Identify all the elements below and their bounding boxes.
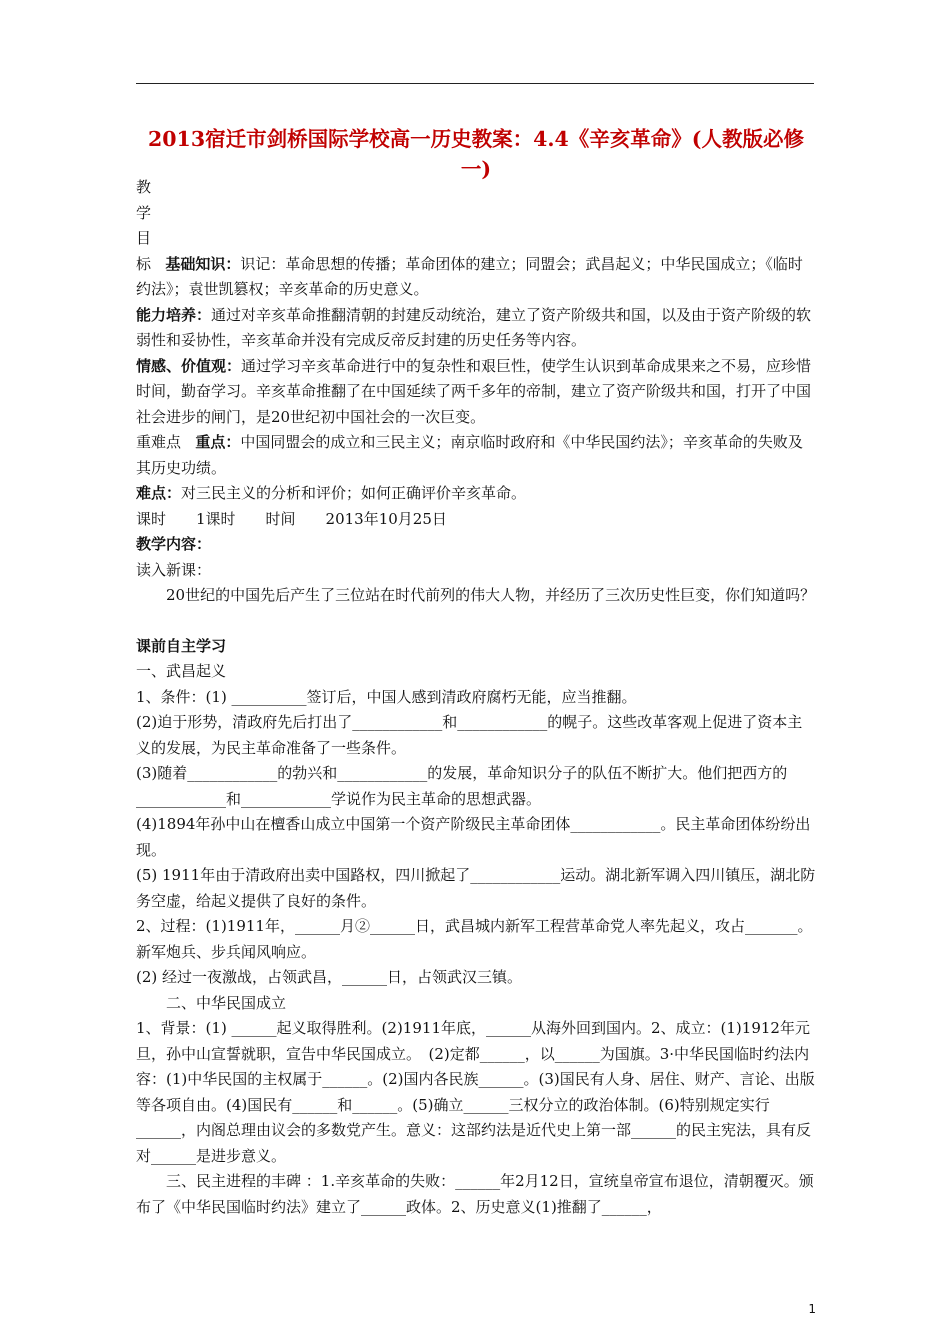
key-text: 中国同盟会的成立和三民主义；南京临时政府和《中华民国约法》；辛亥革命的失败及其历史功绩。 xyxy=(136,433,803,477)
sec1-line: (2) 经过一夜激战，占领武昌，______日，占领武汉三镇。 xyxy=(136,968,523,986)
sec1-line: (2)迫于形势，清政府先后打出了____________和____________的幌子。这些改革客观上促进了资本主义的发展，为民主革命准备了一些条件。 xyxy=(136,713,803,757)
content-label: 教学内容： xyxy=(136,535,212,553)
schedule-line: 课时 1课时 时间 2013年10月25日 xyxy=(136,509,447,528)
basic-label: 基础知识： xyxy=(165,254,241,273)
goal-ability xyxy=(136,303,816,354)
difficult-points xyxy=(136,481,816,507)
basic-text: 识记：革命思想的传播；革命团体的建立；同盟会；武昌起义；中华民国成立；《临时约法》；袁世凯篡权；辛亥革命的历史意义。 xyxy=(136,254,803,298)
key-label: 重点： xyxy=(195,433,241,451)
sec1-line: 2、过程：(1)1911年，______月②______日，武昌城内新军工程营革命党人率先起义，攻占_______。新军炮兵、步兵闻风响应。 xyxy=(136,917,813,961)
key-points-label: 重难点 xyxy=(136,433,182,451)
study-heading: 课前自主学习 xyxy=(136,636,227,655)
sec3-text: 三、民主进程的丰碑 ：1.辛亥革命的失败：______年2月12日，宣统皇帝宣布退位，清朝覆灭。颁布了《中华民国临时约法》建立了______政体。2、历史意义(1)推翻了______， xyxy=(136,1172,814,1216)
spacer xyxy=(136,609,816,634)
sec1-line: (4)1894年孙中山在檀香山成立中国第一个资产阶级民主革命团体____________。民主革命团体纷纷出现。 xyxy=(136,815,811,859)
ability-text: 通过对辛亥革命推翻清朝的封建反动统治，建立了资产阶级共和国，以及由于资产阶级的软弱性和妥协性，辛亥革命并没有完成反帝反封建的历史任务等内容。 xyxy=(136,305,812,349)
section-label-char: 教 xyxy=(136,178,152,196)
sec1-heading: 一、武昌起义 xyxy=(136,662,227,680)
difficult-text: 对三民主义的分析和评价；如何正确评价辛亥革命。 xyxy=(181,484,527,502)
key-points xyxy=(136,430,816,481)
header-rule xyxy=(136,83,814,84)
section-label-char: 学 xyxy=(136,203,152,222)
ability-label: 能力培养： xyxy=(136,305,212,324)
sec2-text: 1、背景：(1) ______起义取得胜利。(2)1911年底，______从海外回到国内。2、成立：(1)1912年元旦，孙中山宣誓就职，宣告中华民国成立。 (2)定都______，以______为国旗。3·中华民国临时约法内容：(1)中华民国的主权属于______。(2)国内各民族______。(3)国民有人身、居住、财产、言论、出版等各项自由。(4)国民有______和______。(5)确立______三权分立的政治体制。(6)特别规定实行______，内阁总理由议会的多数党产生。意义：这部约法是近代史上第一部______的民主宪法，具有反对______是进步意义。 xyxy=(136,1019,815,1165)
intro-label: 读入新课： xyxy=(136,560,212,579)
sec2-heading: 二、中华民国成立 xyxy=(166,993,287,1012)
document-title: 2013宿迁市剑桥国际学校高一历史教案：4.4《辛亥革命》(人教版必修一) xyxy=(148,127,804,181)
emotion-text: 通过学习辛亥革命进行中的复杂性和艰巨性，使学生认识到革命成果来之不易，应珍惜时间，勤奋学习。辛亥革命推翻了在中国延续了两千多年的帝制，建立了资产阶级共和国，打开了中国社会进步的闸门，是20世纪初中国社会的一次巨变。 xyxy=(136,356,812,426)
sec1-line: (5) 1911年由于清政府出卖中国路权，四川掀起了____________运动。湖北新军调入四川镇压，湖北防务空虚，给起义提供了良好的条件。 xyxy=(136,866,816,910)
document-body xyxy=(136,175,816,1220)
difficult-label: 难点： xyxy=(136,484,182,502)
section-label-char: 目 xyxy=(136,229,152,247)
sec1-line: (3)随着____________的勃兴和____________的发展，革命知识分子的队伍不断扩大。他们把西方的____________和____________学说作为民主革命的思想武器。 xyxy=(136,764,788,808)
intro-text: 20世纪的中国先后产生了三位站在时代前列的伟大人物，并经历了三次历史性巨变，你们知道吗？ xyxy=(166,586,816,604)
goal-emotion xyxy=(136,354,816,431)
emotion-label: 情感、价值观： xyxy=(136,356,242,375)
goal-basic xyxy=(136,252,816,303)
sec1-line: 1、条件：(1) __________签订后，中国人感到清政府腐朽无能，应当推翻。 xyxy=(136,687,637,706)
page-number: 1 xyxy=(808,1302,816,1316)
section-label-char: 标 xyxy=(136,254,152,273)
